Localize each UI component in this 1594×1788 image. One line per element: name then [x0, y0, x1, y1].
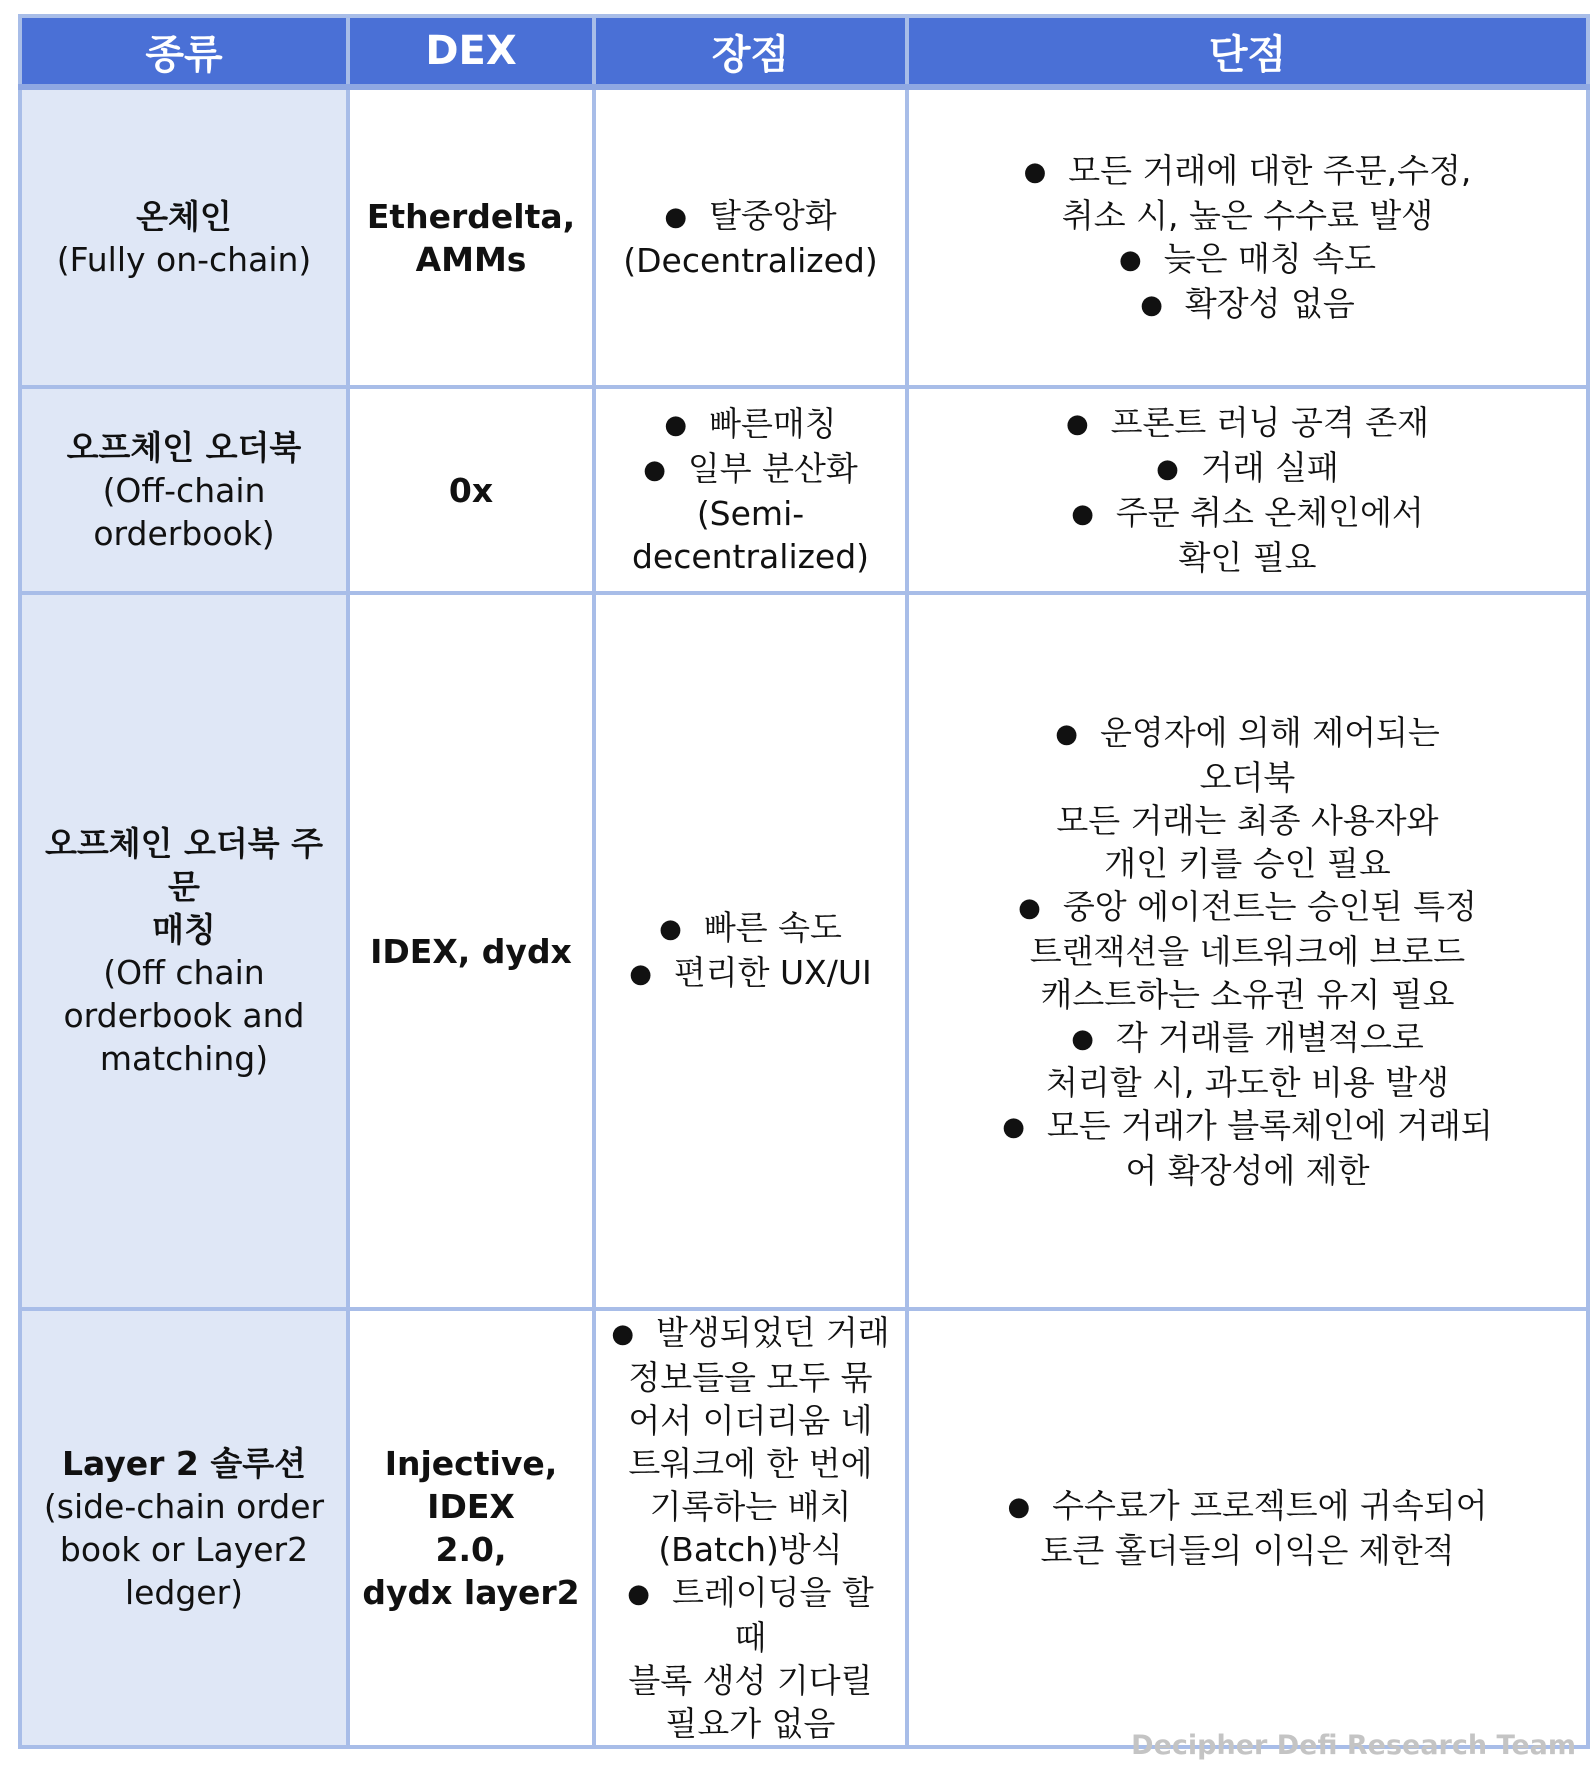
pros-text: 기록하는 배치 — [649, 1487, 852, 1526]
cons-item — [921, 237, 1574, 282]
pros-text: 빠른매칭 — [709, 404, 837, 443]
header-cons: 단점 — [907, 16, 1588, 87]
dex-comparison-table — [18, 14, 1590, 1749]
pros-item — [608, 447, 893, 578]
pros-item — [608, 1571, 893, 1745]
bullet-icon: ● — [1018, 892, 1041, 923]
pros-text: 편리한 UX/UI — [673, 953, 872, 992]
pros-cell — [594, 387, 907, 593]
type-name: 온체인 — [136, 196, 232, 236]
pros-cell — [594, 87, 907, 387]
cons-item — [921, 1016, 1574, 1104]
pros-text: 블록 생성 기다릴 — [628, 1661, 873, 1700]
cons-item — [921, 711, 1574, 885]
bullet-icon: ● — [1007, 1492, 1031, 1522]
cons-text: 캐스트하는 소유권 유지 필요 — [1040, 974, 1455, 1014]
pros-list — [608, 1311, 893, 1745]
dex-name: AMMs — [415, 239, 527, 279]
type-cell — [20, 1309, 348, 1747]
pros-list — [608, 906, 893, 996]
type-eng: (side-chain order — [43, 1487, 325, 1526]
cons-text: 운영자에 의해 제어되는 — [1099, 712, 1440, 752]
table-body — [20, 87, 1588, 1747]
cons-text: 취소 시, 높은 수수료 발생 — [1061, 195, 1434, 235]
pros-item — [608, 1311, 893, 1571]
cons-text: 확인 필요 — [1178, 538, 1317, 577]
pros-text: (Semi- — [696, 494, 805, 533]
bullet-icon: ● — [1071, 499, 1094, 529]
pros-text: 빠른 속도 — [703, 908, 842, 947]
cons-cell — [907, 1309, 1588, 1747]
header-pros: 장점 — [594, 16, 907, 87]
bullet-icon: ● — [611, 1319, 635, 1349]
cons-text: 각 거래를 개별적으로 — [1115, 1017, 1424, 1057]
pros-text: 정보들을 모두 묶 — [628, 1358, 873, 1397]
cons-item — [921, 401, 1574, 446]
type-name: Layer 2 솔루션 — [61, 1444, 307, 1483]
cons-text: 거래 실패 — [1200, 448, 1339, 487]
pros-item — [608, 402, 893, 447]
type-name: 오프체인 오더북 — [66, 427, 302, 467]
cons-item — [921, 149, 1574, 237]
type-eng: (Fully on-chain) — [56, 239, 312, 279]
pros-text: 트레이딩을 할 때 — [671, 1573, 874, 1657]
dex-cell — [348, 87, 594, 387]
type-cell — [20, 593, 348, 1309]
pros-item — [608, 194, 893, 282]
dex-cell — [348, 387, 594, 593]
cons-item — [921, 282, 1574, 327]
pros-list — [608, 194, 893, 282]
dex-cell — [348, 593, 594, 1309]
dex-name: Etherdelta, — [366, 196, 576, 236]
dex-name: IDEX, dydx — [370, 931, 572, 971]
type-cell — [20, 87, 348, 387]
bullet-icon: ● — [664, 201, 688, 232]
header-dex: DEX — [348, 16, 594, 87]
cons-text: 주문 취소 온체인에서 — [1115, 493, 1424, 532]
cons-item — [921, 1104, 1574, 1192]
type-eng: matching) — [99, 1039, 269, 1078]
bullet-icon: ● — [1156, 454, 1179, 484]
cons-cell — [907, 87, 1588, 387]
cons-cell — [907, 387, 1588, 593]
pros-cell — [594, 593, 907, 1309]
cons-text: 트랜잭션을 네트워크에 브로드 — [1029, 931, 1466, 971]
pros-text: (Decentralized) — [623, 240, 878, 280]
pros-item — [608, 906, 893, 951]
cons-list — [921, 1484, 1574, 1572]
dex-name: Injective, IDEX — [384, 1444, 558, 1526]
bullet-icon: ● — [627, 1579, 650, 1609]
pros-text: (Batch)방식 — [658, 1530, 843, 1569]
cons-text: 어 확장성에 제한 — [1125, 1150, 1370, 1190]
cons-text: 중앙 에이전트는 승인된 특정 — [1062, 886, 1477, 926]
type-eng: book or Layer2 — [59, 1530, 309, 1569]
cons-item — [921, 446, 1574, 491]
table-row-off-chain-orderbook — [20, 387, 1588, 593]
header-type: 종류 — [20, 16, 348, 87]
cons-text: 개인 키를 승인 필요 — [1104, 843, 1391, 883]
type-eng: ledger) — [124, 1573, 244, 1612]
table-row-layer2 — [20, 1309, 1588, 1747]
bullet-icon: ● — [1065, 409, 1089, 439]
bullet-icon: ● — [1071, 1023, 1094, 1054]
dex-name: dydx layer2 — [362, 1573, 580, 1612]
cons-text: 토큰 홀더들의 이익은 제한적 — [1040, 1531, 1455, 1570]
header-row — [20, 16, 1588, 87]
table-row-off-chain-orderbook-matching — [20, 593, 1588, 1309]
pros-text: 트워크에 한 번에 — [628, 1444, 873, 1483]
cons-item — [921, 491, 1574, 579]
cons-text: 모든 거래는 최종 사용자와 — [1056, 800, 1439, 840]
bullet-icon: ● — [643, 455, 666, 485]
type-eng: (Off-chain — [102, 470, 266, 510]
cons-cell — [907, 593, 1588, 1309]
type-eng: orderbook) — [93, 513, 275, 553]
table-header — [20, 16, 1588, 87]
dex-cell — [348, 1309, 594, 1747]
pros-text: 발생되었던 거래 — [656, 1313, 890, 1352]
type-name: 오프체인 오더북 주문 — [44, 824, 323, 906]
cons-text: 늦은 매칭 속도 — [1163, 238, 1376, 278]
bullet-icon: ● — [1119, 244, 1142, 275]
bullet-icon: ● — [664, 410, 688, 440]
dex-name: 0x — [448, 470, 494, 510]
cons-text: 처리할 시, 과도한 비용 발생 — [1045, 1062, 1450, 1102]
bullet-icon: ● — [1140, 289, 1163, 320]
bullet-icon: ● — [659, 914, 682, 944]
dex-name: 2.0, — [435, 1530, 507, 1569]
bullet-icon: ● — [1055, 718, 1078, 749]
pros-text: 일부 분산화 — [687, 449, 858, 488]
type-eng: orderbook and — [63, 996, 305, 1035]
type-cell — [20, 387, 348, 593]
cons-list — [921, 401, 1574, 579]
cons-text: 오더북 — [1199, 757, 1296, 797]
bullet-icon: ● — [629, 959, 652, 989]
type-name: 매칭 — [152, 910, 216, 949]
cons-text: 모든 거래가 블록체인에 거래되 — [1046, 1105, 1493, 1145]
cons-item — [921, 1484, 1574, 1572]
cons-item — [921, 885, 1574, 1016]
pros-list — [608, 402, 893, 578]
bullet-icon: ● — [1002, 1111, 1025, 1142]
credit-text: Decipher Defi Research Team — [1131, 1730, 1576, 1761]
cons-list — [921, 711, 1574, 1192]
cons-text: 확장성 없음 — [1184, 283, 1355, 323]
type-eng: (Off chain — [103, 953, 265, 992]
pros-text: 어서 이더리움 네 — [628, 1401, 873, 1440]
pros-text: 필요가 없음 — [665, 1704, 836, 1743]
pros-cell — [594, 1309, 907, 1747]
cons-text: 프론트 러닝 공격 존재 — [1110, 403, 1430, 442]
cons-text: 수수료가 프로젝트에 귀속되어 — [1052, 1486, 1488, 1525]
pros-text: decentralized) — [631, 537, 870, 576]
bullet-icon: ● — [1023, 156, 1047, 187]
pros-text: 탈중앙화 — [709, 195, 837, 235]
table-row-fully-on-chain — [20, 87, 1588, 387]
pros-item — [608, 951, 893, 996]
cons-text: 모든 거래에 대한 주문,수정, — [1068, 150, 1472, 190]
cons-list — [921, 149, 1574, 327]
